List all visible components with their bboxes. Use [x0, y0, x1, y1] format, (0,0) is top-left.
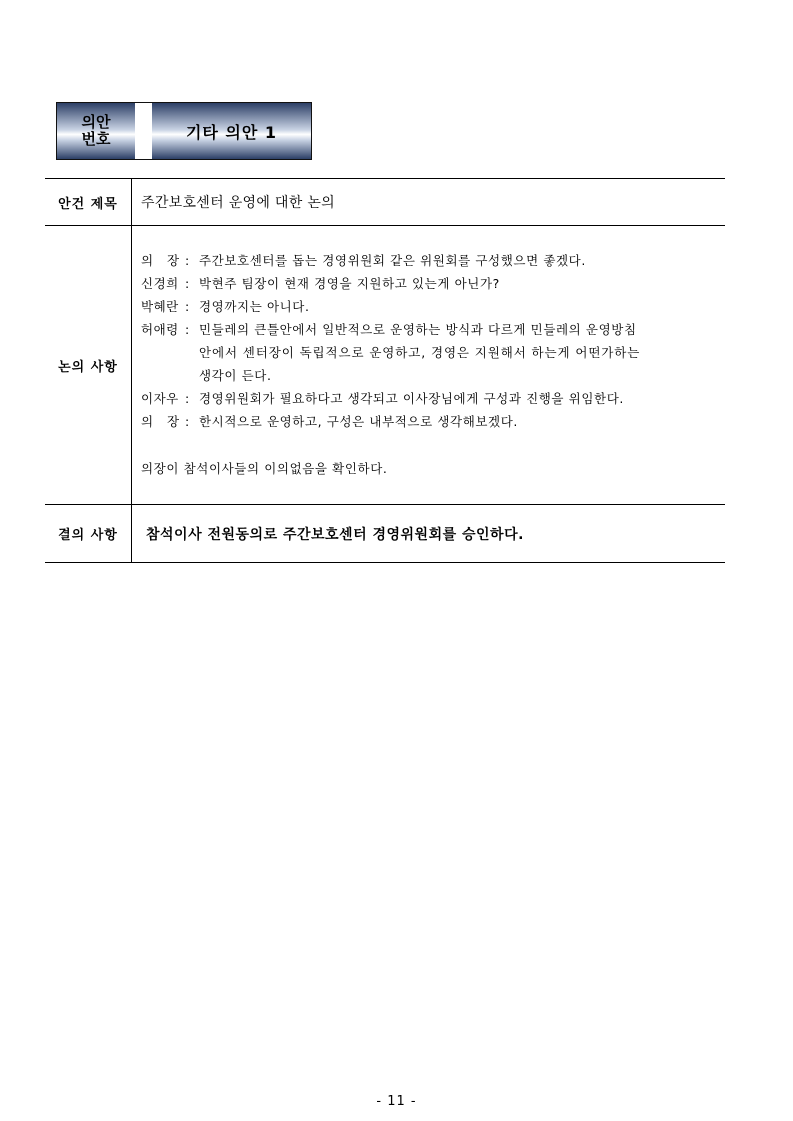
resolution-row [45, 505, 725, 563]
speaker-name: 신경희 [141, 276, 179, 291]
discussion-line [141, 249, 725, 272]
speech-text: 주간보호센터를 돕는 경영위원회 같은 위원회를 구성했으면 좋겠다. [199, 253, 586, 268]
discussion-line-continued [141, 341, 725, 364]
spacer [141, 433, 725, 457]
resolution-label: 결의 사항 [45, 505, 132, 562]
speaker-name: 이자우 [141, 391, 179, 406]
agenda-number-label-line1: 의안 [81, 113, 111, 131]
discussion-row [45, 226, 725, 505]
discussion-closing-line [141, 457, 725, 480]
discussion-line [141, 387, 725, 410]
agenda-number-label [57, 103, 135, 159]
colon: : [185, 414, 190, 429]
speaker-name: 의 장 [141, 414, 180, 429]
discussion-line [141, 272, 725, 295]
discussion-line [141, 410, 725, 433]
speech-text: 박현주 팀장이 현재 경영을 지원하고 있는게 아닌가? [199, 276, 500, 291]
speech-text: 생각이 든다. [199, 368, 272, 383]
discussion-label: 논의 사항 [45, 226, 132, 504]
page-number: - 11 - [376, 1094, 417, 1109]
speaker-name: 의 장 [141, 253, 180, 268]
speech-text: 경영까지는 아니다. [199, 299, 310, 314]
agenda-title-label: 안건 제목 [45, 179, 132, 225]
discussion-line-continued [141, 364, 725, 387]
discussion-line [141, 295, 725, 318]
speaker-name: 허애령 [141, 322, 179, 337]
closing-text: 의장이 참석이사들의 이의없음을 확인하다. [141, 461, 388, 476]
agenda-number-box [56, 102, 312, 160]
colon: : [185, 253, 190, 268]
speech-text: 안에서 센터장이 독립적으로 운영하고, 경영은 지원해서 하는게 어떤가하는 [199, 345, 641, 360]
header-divider [135, 103, 152, 159]
resolution-value: 참석이사 전원동의로 주간보호센터 경영위원회를 승인하다. [146, 526, 524, 543]
colon: : [185, 322, 190, 337]
discussion-content [132, 226, 725, 504]
agenda-number-label-line2: 번호 [81, 130, 111, 148]
colon: : [185, 299, 190, 314]
speech-text: 경영위원회가 필요하다고 생각되고 이사장님에게 구성과 진행을 위임한다. [199, 391, 624, 406]
discussion-line [141, 318, 725, 341]
speaker-name: 박혜란 [141, 299, 179, 314]
agenda-number-title: 기타 의안 1 [152, 103, 311, 159]
speech-text: 민들레의 큰틀안에서 일반적으로 운영하는 방식과 다르게 민들레의 운영방침 [199, 322, 637, 337]
colon: : [185, 391, 190, 406]
colon: : [185, 276, 190, 291]
agenda-title-value: 주간보호센터 운영에 대한 논의 [141, 195, 335, 211]
agenda-title-row [45, 178, 725, 226]
speech-text: 한시적으로 운영하고, 구성은 내부적으로 생각해보겠다. [199, 414, 518, 429]
